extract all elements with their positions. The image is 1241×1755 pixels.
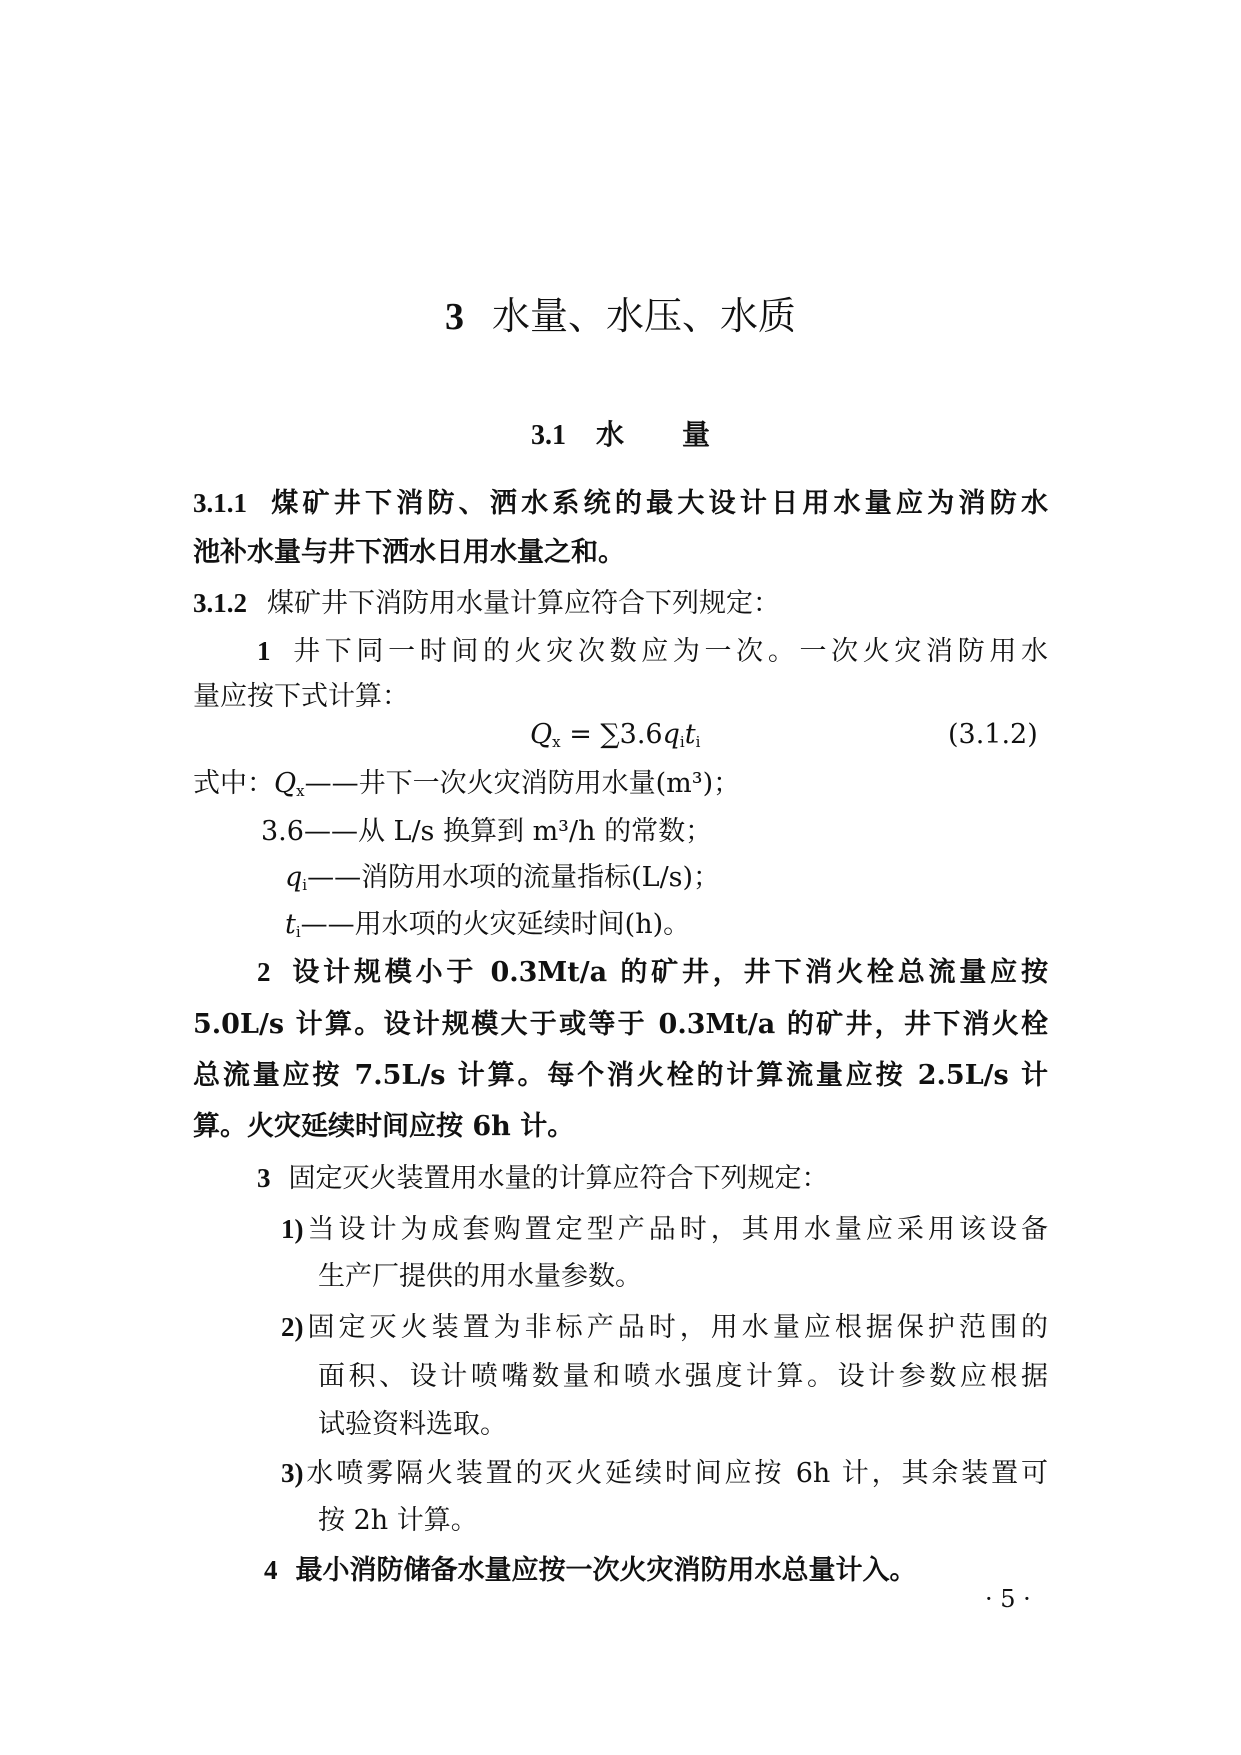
item1-line2: 量应按下式计算： xyxy=(193,681,409,712)
item2-number: 2 xyxy=(257,957,271,987)
item2-line2: 5.0L/s 计算。设计规模大于或等于 0.3Mt/a 的矿井，井下消火栓 xyxy=(193,1009,1049,1040)
item4-number: 4 xyxy=(264,1555,278,1585)
where-qi: $q_i——$消防用水项的流量指标(L/s)； xyxy=(285,862,721,894)
clause-311-number: 3.1.1 xyxy=(193,488,247,518)
section-heading xyxy=(0,418,1241,453)
section-number: 3.1 xyxy=(530,420,566,451)
clause-312-number: 3.1.2 xyxy=(193,588,247,618)
item3-sub2-line3: 试验资料选取。 xyxy=(318,1409,507,1440)
section-title-b: 量 xyxy=(682,418,711,451)
item1-number: 1 xyxy=(257,636,271,666)
item3-sub3-line1: 3)水喷雾隔火装置的灭火延续时间应按 6h 计，其余装置可 xyxy=(281,1458,1048,1489)
item3-sub3-line2: 按 2h 计算。 xyxy=(318,1505,478,1536)
where-ti: $t_i——$用水项的火灾延续时间(h)。 xyxy=(285,909,691,941)
item2-line3: 总流量应按 7.5L/s 计算。每个消火栓的计算流量应按 2.5L/s 计 xyxy=(193,1060,1048,1091)
where-constant: 3.6——从 L/s 换算到 m³/h 的常数； xyxy=(261,816,713,847)
item4: 4 最小消防储备水量应按一次火灾消防用水总量计入。 xyxy=(264,1555,917,1586)
item3-number: 3 xyxy=(257,1163,271,1193)
chapter-number: 3 xyxy=(444,296,464,338)
item2-line1: 2 设计规模小于 0.3Mt/a 的矿井，井下消火栓总流量应按 xyxy=(257,957,1048,988)
clause-312: 3.1.2 煤矿井下消防用水量计算应符合下列规定： xyxy=(193,588,780,619)
item3-sub2-line1: 2)固定灭火装置为非标产品时，用水量应根据保护范围的 xyxy=(281,1312,1048,1343)
item3-sub1-line1: 1)当设计为成套购置定型产品时，其用水量应采用该设备 xyxy=(281,1214,1048,1245)
item3-sub2-line2: 面积、设计喷嘴数量和喷水强度计算。设计参数应根据 xyxy=(318,1361,1048,1392)
item2-line4: 算。火灾延续时间应按 6h 计。 xyxy=(193,1111,575,1142)
where-qx: 式中：$Q_x——$井下一次火灾消防用水量(m³)； xyxy=(193,768,741,800)
chapter-title: 水量、水压、水质 xyxy=(491,294,796,338)
item3-intro: 3 固定灭火装置用水量的计算应符合下列规定： xyxy=(257,1163,829,1194)
item1-line1: 1 井下同一时间的火灾次数应为一次。一次火灾消防用水 xyxy=(257,636,1048,667)
section-title-a: 水 xyxy=(595,418,624,451)
clause-311-line1: 3.1.1 煤矿井下消防、洒水系统的最大设计日用水量应为消防水 xyxy=(193,488,1048,519)
page-number: · 5 · xyxy=(985,1585,1031,1613)
formula-label: (3.1.2) xyxy=(948,719,1038,750)
chapter-heading xyxy=(0,293,1241,340)
formula: $Q_x = \sum 3.6q_it_i$ xyxy=(530,719,701,751)
clause-311-line2: 池补水量与井下洒水日用水量之和。 xyxy=(193,537,625,568)
item3-sub1-line2: 生产厂提供的用水量参数。 xyxy=(318,1261,642,1292)
